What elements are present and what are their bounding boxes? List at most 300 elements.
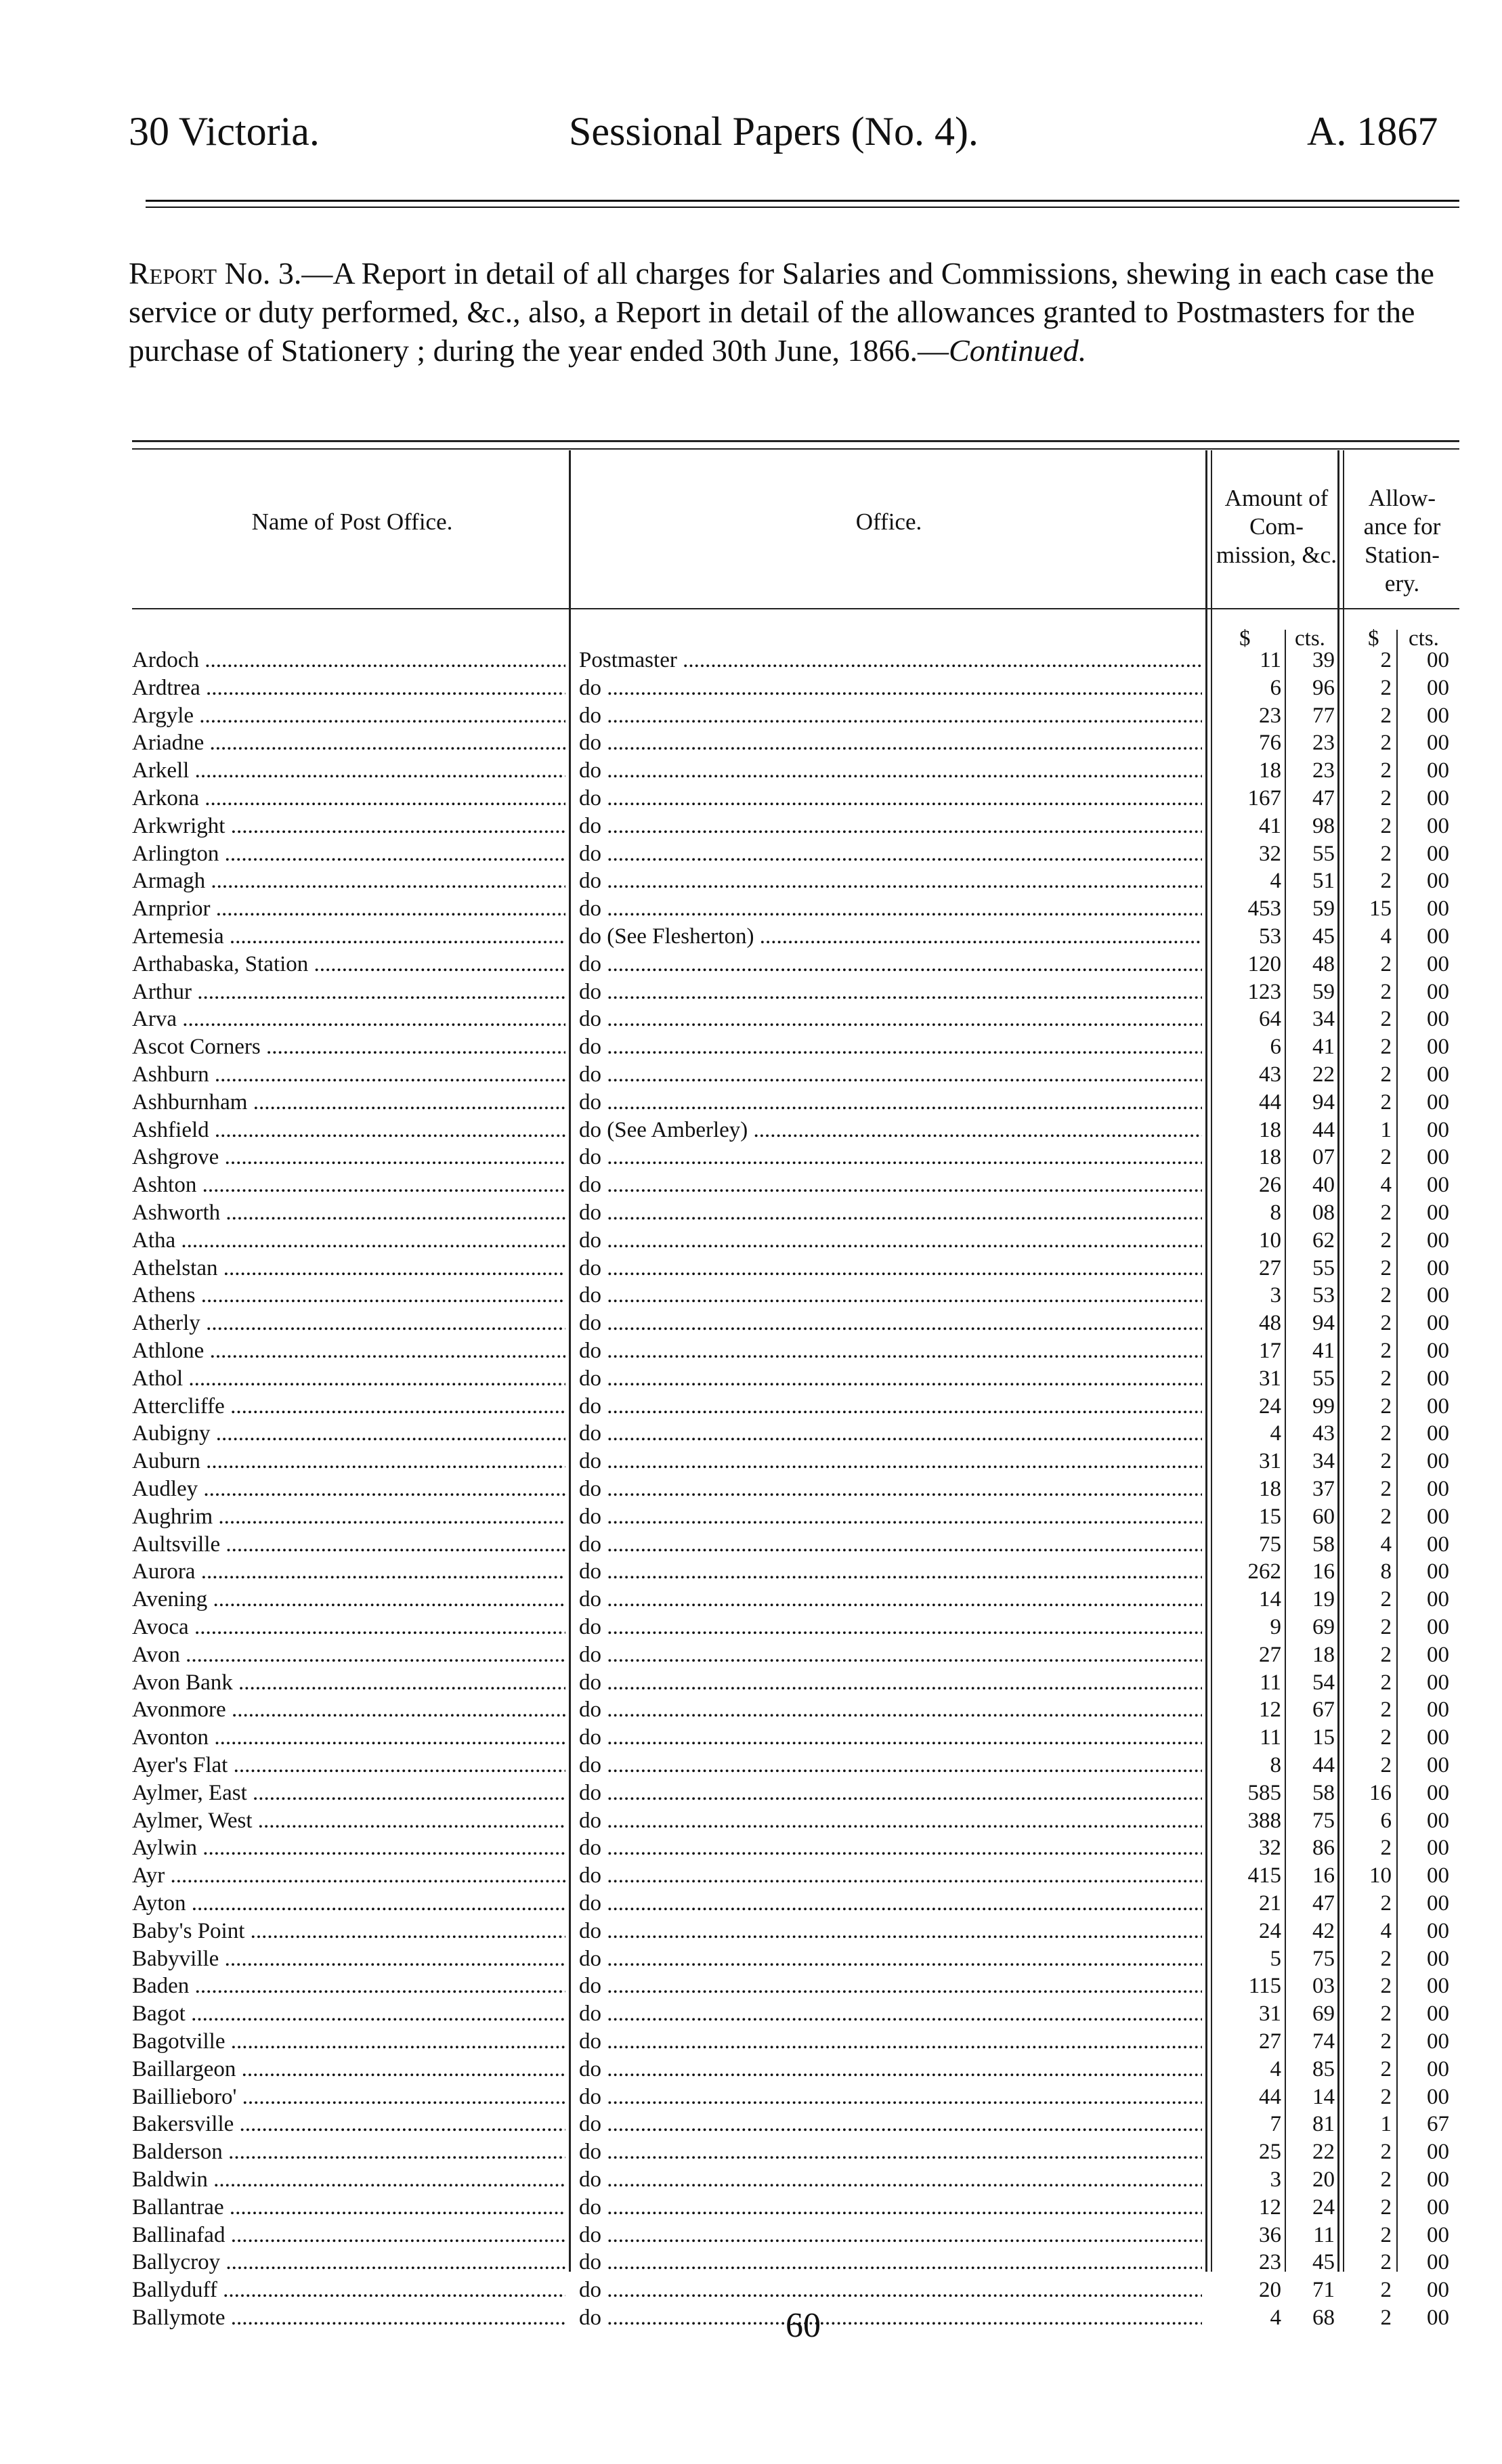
allowance-cents: 00: [1427, 675, 1449, 700]
allowance-cents: 00: [1427, 1366, 1449, 1391]
allowance-cents: 00: [1427, 2222, 1449, 2247]
commission-cents: 94: [1312, 1089, 1335, 1115]
allowance-dollars: 2: [1380, 2167, 1392, 2192]
allowance-cents: 00: [1427, 1891, 1449, 1916]
allowance-dollars: 2: [1380, 1366, 1392, 1391]
allowance-cents: 00: [1427, 951, 1449, 976]
table-row: [0, 1558, 1502, 1586]
allowance-cents: 00: [1427, 1062, 1449, 1087]
commission-dollars: 585: [1247, 1780, 1281, 1805]
allowance-dollars: 10: [1369, 1863, 1392, 1888]
allowance-cents: 00: [1427, 2306, 1449, 2330]
post-office-name: Attercliffe .....: [132, 1393, 565, 1420]
table-row: [0, 1669, 1502, 1697]
table-row: [0, 2194, 1502, 2222]
allowance-cents: 00: [1427, 1863, 1449, 1888]
office-title: do .....: [579, 1199, 1202, 1226]
office-title: do .....: [579, 1255, 1202, 1282]
commission-cents: 22: [1312, 1062, 1335, 1087]
commission-dollars: 31: [1259, 2002, 1281, 2027]
table-row: [0, 2249, 1502, 2276]
commission-cents: 75: [1312, 1946, 1335, 1971]
commission-dollars: 12: [1259, 2195, 1281, 2220]
office-title: do .....: [579, 2276, 1202, 2304]
office-title: do .....: [579, 2166, 1202, 2193]
commission-dollars: 3: [1270, 2167, 1281, 2192]
table-row: [0, 1420, 1502, 1448]
table-row: [0, 1475, 1502, 1503]
commission-cents: 54: [1312, 1670, 1335, 1695]
office-title: do .....: [579, 1393, 1202, 1420]
commission-cents: 20: [1312, 2167, 1335, 2192]
allowance-cents: 00: [1427, 1642, 1449, 1667]
allowance-cents: 00: [1427, 1255, 1449, 1280]
commission-dollars: 23: [1259, 2250, 1281, 2275]
allowance-cents: 00: [1427, 2195, 1449, 2220]
header-session: 30 Victoria.: [129, 109, 320, 154]
allowance-dollars: 2: [1380, 1891, 1392, 1916]
allowance-dollars: 2: [1380, 1670, 1392, 1695]
allowance-cents: 00: [1427, 1035, 1449, 1060]
allowance-dollars: 4: [1380, 924, 1392, 949]
allowance-dollars: 2: [1380, 1201, 1392, 1225]
commission-cents: 44: [1312, 1117, 1335, 1142]
allowance-dollars: 2: [1380, 1255, 1392, 1280]
allowance-cents: 00: [1427, 1393, 1449, 1419]
post-office-name: Arkwright .....: [132, 813, 565, 840]
table-header-rule: [132, 608, 1459, 609]
table-row: [0, 1918, 1502, 1945]
allowance-dollars: 2: [1380, 2278, 1392, 2303]
allowance-dollars: 2: [1380, 1753, 1392, 1777]
table-row: [0, 1171, 1502, 1199]
office-title: do .....: [579, 1807, 1202, 1834]
office-title: do .....: [579, 1779, 1202, 1807]
commission-dollars: 32: [1259, 841, 1281, 866]
commission-dollars: 3: [1270, 1283, 1281, 1308]
allowance-cents: 00: [1427, 1283, 1449, 1308]
commission-dollars: 44: [1259, 2084, 1281, 2109]
post-office-name: Balderson .....: [132, 2138, 565, 2165]
allowance-cents: 00: [1427, 1753, 1449, 1777]
table-row: [0, 1696, 1502, 1724]
table-row: [0, 2028, 1502, 2056]
allowance-dollars: 2: [1380, 1642, 1392, 1667]
table-row: [0, 867, 1502, 895]
office-title: do .....: [579, 1448, 1202, 1475]
commission-dollars: 4: [1270, 1421, 1281, 1446]
office-title: do .....: [579, 1531, 1202, 1558]
commission-dollars: 262: [1247, 1559, 1281, 1584]
commission-dollars: 31: [1259, 1366, 1281, 1391]
commission-dollars: 5: [1270, 1946, 1281, 1971]
allowance-dollars: 2: [1380, 703, 1392, 728]
allowance-dollars: 2: [1380, 1421, 1392, 1446]
allowance-dollars: 2: [1380, 2306, 1392, 2330]
commission-cents: 67: [1312, 1698, 1335, 1723]
post-office-name: Arthabaska, Station .....: [132, 951, 565, 978]
allowance-cents: 00: [1427, 979, 1449, 1004]
table-row: [0, 702, 1502, 730]
office-title: Postmaster .....: [579, 647, 1202, 674]
post-office-name: Ayer's Flat .....: [132, 1752, 565, 1779]
commission-cents: 85: [1312, 2056, 1335, 2081]
allowance-dollars: 2: [1380, 1339, 1392, 1363]
office-title: do .....: [579, 1282, 1202, 1309]
commission-dollars: 24: [1259, 1918, 1281, 1943]
table-row: [0, 1365, 1502, 1393]
allowance-dollars: 2: [1380, 2056, 1392, 2081]
commission-cents: 47: [1312, 786, 1335, 810]
commission-cents: 77: [1312, 703, 1335, 728]
commission-dollars: 31: [1259, 1449, 1281, 1474]
commission-cents: 07: [1312, 1145, 1335, 1170]
table-row: [0, 1752, 1502, 1779]
post-office-name: Athol .....: [132, 1365, 565, 1392]
office-title: do .....: [579, 1918, 1202, 1945]
office-title: do .....: [579, 2083, 1202, 2111]
table-row: [0, 1945, 1502, 1973]
commission-cents: 37: [1312, 1477, 1335, 1501]
allowance-cents: 00: [1427, 1532, 1449, 1557]
commission-cents: 18: [1312, 1642, 1335, 1667]
office-title: do .....: [579, 1089, 1202, 1116]
office-title: do .....: [579, 2056, 1202, 2083]
commission-dollars: 11: [1260, 1670, 1281, 1695]
post-office-name: Argyle .....: [132, 702, 565, 729]
allowance-dollars: 2: [1380, 1283, 1392, 1308]
allowance-dollars: 4: [1380, 1532, 1392, 1557]
report-title-continued: Continued.: [949, 333, 1087, 368]
commission-dollars: 415: [1247, 1863, 1281, 1888]
allowance-cents: 00: [1427, 1504, 1449, 1529]
commission-cents: 15: [1312, 1725, 1335, 1750]
commission-cents: 68: [1312, 2306, 1335, 2330]
allowance-dollars: 1: [1380, 1117, 1392, 1142]
post-office-name: Avonton .....: [132, 1724, 565, 1751]
post-office-name: Avon Bank .....: [132, 1669, 565, 1696]
post-office-name: Artemesia .....: [132, 923, 565, 950]
allowance-dollars: 1: [1380, 2112, 1392, 2137]
post-office-name: Ashfield .....: [132, 1117, 565, 1144]
allowance-dollars: 2: [1380, 675, 1392, 700]
allowance-dollars: 16: [1369, 1780, 1392, 1805]
table-row: [0, 1337, 1502, 1365]
post-office-name: Aurora .....: [132, 1558, 565, 1585]
commission-cents: 16: [1312, 1863, 1335, 1888]
post-office-name: Aubigny .....: [132, 1420, 565, 1447]
table-row: [0, 1862, 1502, 1890]
table-row: [0, 951, 1502, 978]
commission-cents: 55: [1312, 1366, 1335, 1391]
commission-cents: 60: [1312, 1504, 1335, 1529]
office-title: do .....: [579, 1862, 1202, 1889]
allowance-cents: 00: [1427, 1173, 1449, 1198]
table-row: [0, 1448, 1502, 1475]
table-row: [0, 1779, 1502, 1807]
commission-cents: 69: [1312, 2002, 1335, 2027]
allowance-dollars: 15: [1369, 896, 1392, 922]
commission-cents: 44: [1312, 1753, 1335, 1777]
commission-cents: 59: [1312, 896, 1335, 922]
allowance-cents: 00: [1427, 731, 1449, 756]
allowance-dollars: 4: [1380, 1173, 1392, 1198]
commission-cents: 45: [1312, 924, 1335, 949]
table-row: [0, 1503, 1502, 1531]
office-title: do .....: [579, 1227, 1202, 1254]
commission-cents: 41: [1312, 1339, 1335, 1363]
office-title: do .....: [579, 785, 1202, 812]
allowance-cents: 00: [1427, 648, 1449, 672]
commission-dollars: 20: [1259, 2278, 1281, 2303]
post-office-name: Ardtrea .....: [132, 674, 565, 701]
commission-dollars: 9: [1270, 1615, 1281, 1639]
commission-dollars: 4: [1270, 2306, 1281, 2330]
allowance-dollars: 4: [1380, 1918, 1392, 1943]
commission-dollars: 18: [1259, 1145, 1281, 1170]
table-row: [0, 1033, 1502, 1061]
office-title: do .....: [579, 2111, 1202, 2138]
commission-cents: 62: [1312, 1228, 1335, 1253]
post-office-name: Avening .....: [132, 1586, 565, 1613]
office-title: do .....: [579, 1558, 1202, 1585]
post-office-name: Atherly .....: [132, 1310, 565, 1337]
office-title: do (See Flesherton) .....: [579, 923, 1202, 950]
allowance-dollars: 2: [1380, 1449, 1392, 1474]
office-title: do .....: [579, 840, 1202, 867]
allowance-dollars: 2: [1380, 786, 1392, 810]
table-row: [0, 2083, 1502, 2111]
allowance-dollars: 2: [1380, 2140, 1392, 2165]
office-title: do .....: [579, 1614, 1202, 1641]
commission-cents: 45: [1312, 2250, 1335, 2275]
table-row: [0, 757, 1502, 785]
office-title: do .....: [579, 1724, 1202, 1751]
table-row: [0, 1393, 1502, 1421]
table-row: [0, 1531, 1502, 1559]
commission-cents: 51: [1312, 869, 1335, 894]
allowance-dollars: 2: [1380, 1311, 1392, 1336]
commission-cents: 98: [1312, 813, 1335, 838]
commission-cents: 39: [1312, 648, 1335, 672]
post-office-name: Bagotville .....: [132, 2028, 565, 2055]
post-office-name: Arnprior .....: [132, 895, 565, 922]
table-row: [0, 1282, 1502, 1310]
table-row: [0, 2111, 1502, 2138]
post-office-name: Ardoch .....: [132, 647, 565, 674]
commission-cents: 19: [1312, 1587, 1335, 1612]
allowance-cents: 00: [1427, 2250, 1449, 2275]
office-title: do .....: [579, 2138, 1202, 2165]
commission-dollars: 18: [1259, 758, 1281, 783]
office-title: do .....: [579, 2194, 1202, 2221]
table-row: [0, 1724, 1502, 1752]
header-title: Sessional Papers (No. 4).: [569, 109, 979, 154]
commission-cents: 22: [1312, 2140, 1335, 2165]
post-office-name: Ballinafad .....: [132, 2222, 565, 2249]
allowance-cents: 00: [1427, 1698, 1449, 1723]
commission-cents: 43: [1312, 1421, 1335, 1446]
allowance-dollars: 2: [1380, 648, 1392, 672]
commission-dollars: 43: [1259, 1062, 1281, 1087]
unit-amount-dollars: $: [1239, 626, 1251, 651]
commission-cents: 24: [1312, 2195, 1335, 2220]
office-title: do .....: [579, 1641, 1202, 1668]
commission-cents: 74: [1312, 2029, 1335, 2054]
allowance-dollars: 2: [1380, 758, 1392, 783]
post-office-name: Arva .....: [132, 1006, 565, 1033]
allowance-dollars: 6: [1380, 1808, 1392, 1833]
office-title: do .....: [579, 757, 1202, 784]
table-row: [0, 2138, 1502, 2166]
table-row: [0, 978, 1502, 1006]
allowance-dollars: 2: [1380, 1228, 1392, 1253]
table-row: [0, 1834, 1502, 1862]
commission-dollars: 7: [1270, 2112, 1281, 2137]
table-row: [0, 1972, 1502, 2000]
office-title: do .....: [579, 1033, 1202, 1060]
col-header-name: Name of Post Office.: [251, 509, 453, 535]
post-office-name: Bakersville .....: [132, 2111, 565, 2138]
commission-dollars: 6: [1270, 675, 1281, 700]
allowance-dollars: 2: [1380, 813, 1392, 838]
table-row: [0, 840, 1502, 868]
allowance-cents: 00: [1427, 2140, 1449, 2165]
commission-dollars: 4: [1270, 869, 1281, 894]
commission-dollars: 15: [1259, 1504, 1281, 1529]
office-title: do .....: [579, 1669, 1202, 1696]
post-office-name: Athelstan .....: [132, 1255, 565, 1282]
commission-dollars: 53: [1259, 924, 1281, 949]
allowance-cents: 00: [1427, 1615, 1449, 1639]
allowance-dollars: 2: [1380, 731, 1392, 756]
allowance-dollars: 2: [1380, 1974, 1392, 1999]
commission-dollars: 41: [1259, 813, 1281, 838]
office-title: do .....: [579, 1006, 1202, 1033]
commission-cents: 41: [1312, 1035, 1335, 1060]
allowance-dollars: 2: [1380, 1035, 1392, 1060]
commission-dollars: 4: [1270, 2056, 1281, 2081]
post-office-name: Baillieboro' .....: [132, 2083, 565, 2111]
allowance-cents: 00: [1427, 2029, 1449, 2054]
table-row: [0, 729, 1502, 757]
table-row: [0, 895, 1502, 923]
allowance-cents: 00: [1427, 1946, 1449, 1971]
table-row: [0, 785, 1502, 813]
post-office-name: Aylwin .....: [132, 1834, 565, 1861]
post-office-name: Ballyduff .....: [132, 2276, 565, 2304]
table-row: [0, 1807, 1502, 1835]
commission-cents: 59: [1312, 979, 1335, 1004]
commission-cents: 48: [1312, 951, 1335, 976]
commission-dollars: 27: [1259, 1642, 1281, 1667]
office-title: do .....: [579, 1586, 1202, 1613]
commission-dollars: 27: [1259, 2029, 1281, 2054]
table-row: [0, 1255, 1502, 1282]
allowance-cents: 00: [1427, 1836, 1449, 1861]
allowance-cents: 00: [1427, 2278, 1449, 2303]
allowance-cents: 00: [1427, 1117, 1449, 1142]
office-title: do .....: [579, 895, 1202, 922]
commission-cents: 42: [1312, 1918, 1335, 1943]
commission-cents: 23: [1312, 731, 1335, 756]
office-title: do .....: [579, 1752, 1202, 1779]
allowance-cents: 00: [1427, 924, 1449, 949]
commission-dollars: 6: [1270, 1035, 1281, 1060]
office-title: do .....: [579, 729, 1202, 756]
table-row: [0, 2166, 1502, 2194]
allowance-cents: 00: [1427, 869, 1449, 894]
office-title: do .....: [579, 1365, 1202, 1392]
unit-allow-cents: cts.: [1409, 626, 1439, 651]
commission-cents: 58: [1312, 1532, 1335, 1557]
allowance-cents: 00: [1427, 1974, 1449, 1999]
allowance-dollars: 2: [1380, 1062, 1392, 1087]
allowance-cents: 00: [1427, 1559, 1449, 1584]
office-title: do .....: [579, 951, 1202, 978]
commission-dollars: 123: [1247, 979, 1281, 1004]
allowance-dollars: 2: [1380, 1477, 1392, 1501]
unit-allow-dollars: $: [1368, 626, 1379, 651]
post-office-name: Aughrim .....: [132, 1503, 565, 1530]
commission-dollars: 25: [1259, 2140, 1281, 2165]
post-office-name: Ariadne .....: [132, 729, 565, 756]
commission-dollars: 11: [1260, 648, 1281, 672]
post-office-name: Baby's Point .....: [132, 1918, 565, 1945]
header-year: A. 1867: [1307, 109, 1438, 154]
office-title: do .....: [579, 813, 1202, 840]
allowance-cents: 00: [1427, 896, 1449, 922]
commission-dollars: 388: [1247, 1808, 1281, 1833]
commission-cents: 71: [1312, 2278, 1335, 2303]
commission-dollars: 12: [1259, 1698, 1281, 1723]
office-title: do .....: [579, 1890, 1202, 1917]
commission-cents: 86: [1312, 1836, 1335, 1861]
post-office-name: Avonmore .....: [132, 1696, 565, 1723]
commission-dollars: 18: [1259, 1477, 1281, 1501]
table-row: [0, 2000, 1502, 2028]
office-title: do .....: [579, 1171, 1202, 1198]
commission-cents: 11: [1313, 2222, 1335, 2247]
allowance-cents: 00: [1427, 1477, 1449, 1501]
table-row: [0, 1890, 1502, 1918]
commission-dollars: 17: [1259, 1339, 1281, 1363]
commission-cents: 34: [1312, 1449, 1335, 1474]
post-office-name: Ballycroy .....: [132, 2249, 565, 2276]
col-header-office: Office.: [855, 509, 922, 535]
post-office-name: Aylmer, East .....: [132, 1779, 565, 1807]
allowance-cents: 00: [1427, 1145, 1449, 1170]
allowance-dollars: 2: [1380, 2195, 1392, 2220]
allowance-dollars: 2: [1380, 2084, 1392, 2109]
allowance-cents: 00: [1427, 1339, 1449, 1363]
commission-dollars: 32: [1259, 1836, 1281, 1861]
post-office-name: Avon .....: [132, 1641, 565, 1668]
commission-dollars: 23: [1259, 703, 1281, 728]
allowance-cents: 00: [1427, 1311, 1449, 1336]
allowance-dollars: 2: [1380, 1504, 1392, 1529]
commission-dollars: 44: [1259, 1089, 1281, 1115]
office-title: do .....: [579, 674, 1202, 701]
allowance-cents: 00: [1427, 1725, 1449, 1750]
commission-dollars: 75: [1259, 1532, 1281, 1557]
table-row: [0, 2304, 1502, 2332]
table-row: [0, 2056, 1502, 2083]
office-title: do .....: [579, 2028, 1202, 2055]
office-title: do .....: [579, 1310, 1202, 1337]
table-rule-top-2: [132, 448, 1459, 450]
allowance-cents: 00: [1427, 786, 1449, 810]
